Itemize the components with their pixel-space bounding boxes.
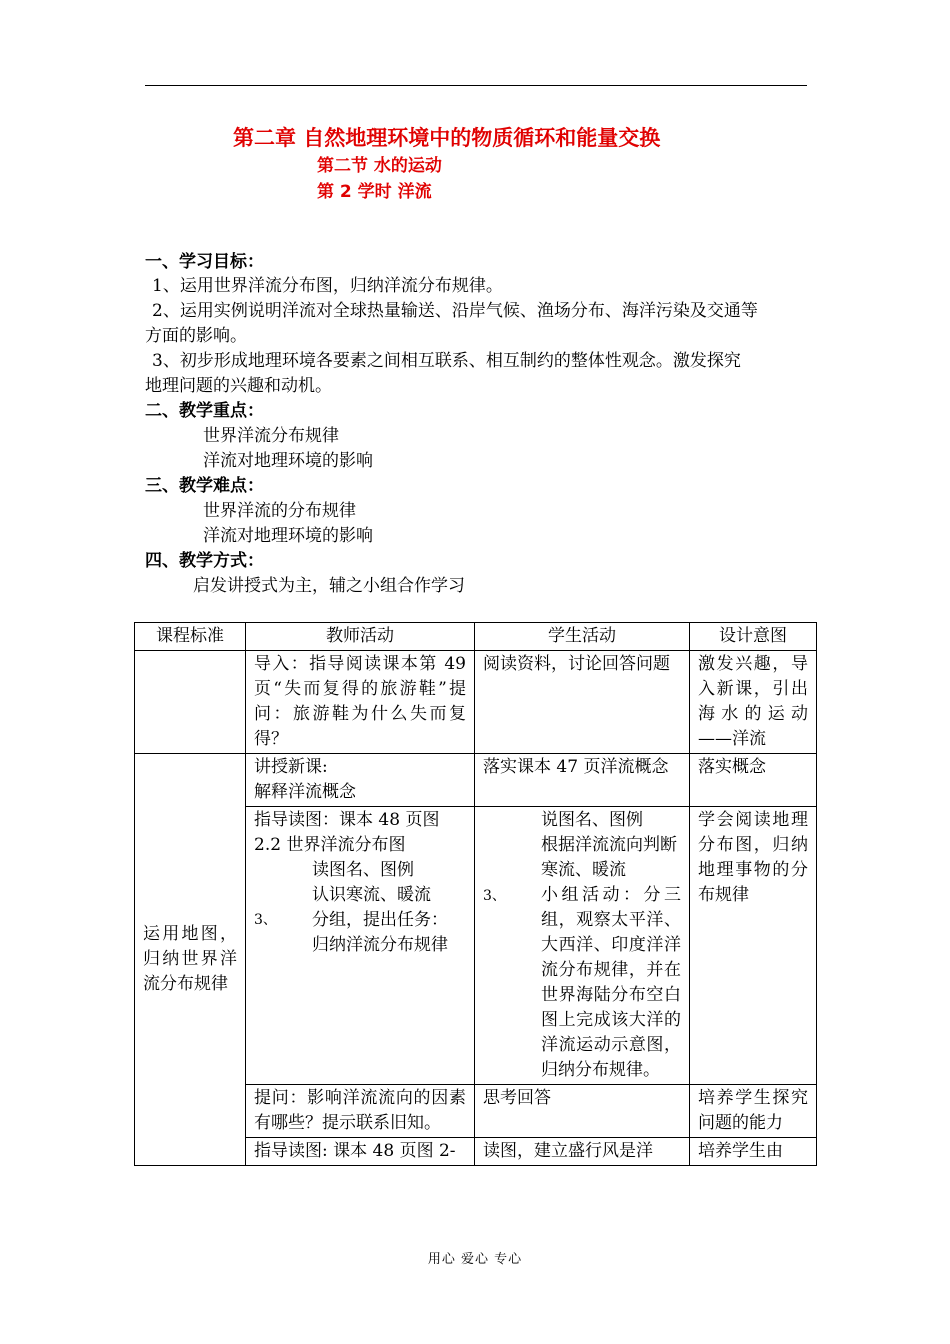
teacher-step-numbered (254, 908, 466, 933)
teacher-step: 归纳洋流分布规律 (312, 935, 448, 955)
step-number: 3、 (483, 888, 506, 904)
student-step-numbered (483, 883, 681, 1083)
teacher-step: 读图名、图例 (312, 860, 414, 880)
table-row (135, 651, 817, 754)
lesson-title: 第 2 学时 洋流 (317, 182, 432, 202)
header-rule (145, 85, 807, 86)
intent-cell: 落实概念 (690, 754, 817, 807)
intent-cell: 学会阅读地理分布图，归纳地理事物的分布规律 (690, 807, 817, 1085)
method-heading: 四、教学方式： (145, 551, 264, 571)
teacher-line: 讲授新课: (254, 757, 328, 777)
student-step: 说图名、图例 (541, 810, 643, 830)
objective-3-line1: 3、初步形成地理环境各要素之间相互联系、相互制约的整体性观念。激发探究 (152, 351, 741, 371)
header-intent: 设计意图 (690, 623, 817, 651)
student-step: 小组活动：分三组，观察太平洋、大西洋、印度洋洋流分布规律，并在世界海陆分布空白图上完成该大洋的洋流运动示意图，归纳分布规律。 (541, 885, 681, 1080)
teacher-cell: 提问：影响洋流流向的因素有哪些？提示联系旧知。 (246, 1085, 475, 1138)
student-cell: 思考回答 (475, 1085, 690, 1138)
teacher-line: 解释洋流概念 (254, 782, 356, 802)
header-teacher: 教师活动 (246, 623, 475, 651)
difficulties-heading: 三、教学难点： (145, 476, 264, 496)
teacher-cell (246, 807, 475, 1085)
lesson-plan-table (134, 622, 817, 1166)
student-cell: 阅读资料，讨论回答问题 (475, 651, 690, 754)
intent-cell: 培养学生由 (690, 1138, 817, 1166)
step-number: 3、 (254, 912, 277, 928)
objective-2-line2: 方面的影响。 (145, 326, 247, 346)
objective-1: 1、运用世界洋流分布图，归纳洋流分布规律。 (152, 276, 503, 296)
key-point-1: 世界洋流分布规律 (203, 426, 339, 446)
table-header-row (135, 623, 817, 651)
teacher-cell: 指导读图: 课本 48 页图 2- (246, 1138, 475, 1166)
student-cell: 落实课本 47 页洋流概念 (475, 754, 690, 807)
key-points-heading: 二、教学重点： (145, 401, 264, 421)
standard-cell: 运用地图，归纳世界洋流分布规律 (135, 754, 246, 1166)
key-point-2: 洋流对地理环境的影响 (203, 451, 373, 471)
difficulty-1: 世界洋流的分布规律 (203, 501, 356, 521)
teacher-line: 2.2 世界洋流分布图 (254, 835, 406, 855)
teacher-step: 认识寒流、暖流 (312, 885, 431, 905)
header-student: 学生活动 (475, 623, 690, 651)
standard-cell-empty (135, 651, 246, 754)
chapter-title: 第二章 自然地理环境中的物质循环和能量交换 (233, 126, 661, 150)
objectives-heading: 一、学习目标： (145, 252, 264, 272)
objective-2-line1: 2、运用实例说明洋流对全球热量输送、沿岸气候、渔场分布、海洋污染及交通等 (152, 301, 758, 321)
method-text: 启发讲授式为主，辅之小组合作学习 (193, 576, 465, 596)
teacher-cell (246, 754, 475, 807)
student-cell: 读图，建立盛行风是洋 (475, 1138, 690, 1166)
teacher-cell: 导入：指导阅读课本第 49 页“失而复得的旅游鞋”提问：旅游鞋为什么失而复得？ (246, 651, 475, 754)
teacher-step: 分组，提出任务： (312, 910, 448, 930)
student-cell (475, 807, 690, 1085)
table-row (135, 754, 817, 807)
section-title: 第二节 水的运动 (317, 156, 442, 176)
intent-cell: 培养学生探究问题的能力 (690, 1085, 817, 1138)
intent-cell: 激发兴趣，导入新课，引出海水的运动——洋流 (690, 651, 817, 754)
objective-3-line2: 地理问题的兴趣和动机。 (145, 376, 332, 396)
difficulty-2: 洋流对地理环境的影响 (203, 526, 373, 546)
student-step: 根据洋流流向判断寒流、暖流 (541, 835, 677, 880)
header-standard: 课程标准 (135, 623, 246, 651)
page-footer: 用心 爱心 专心 (427, 1252, 523, 1267)
teacher-line: 指导读图：课本 48 页图 (254, 810, 440, 830)
